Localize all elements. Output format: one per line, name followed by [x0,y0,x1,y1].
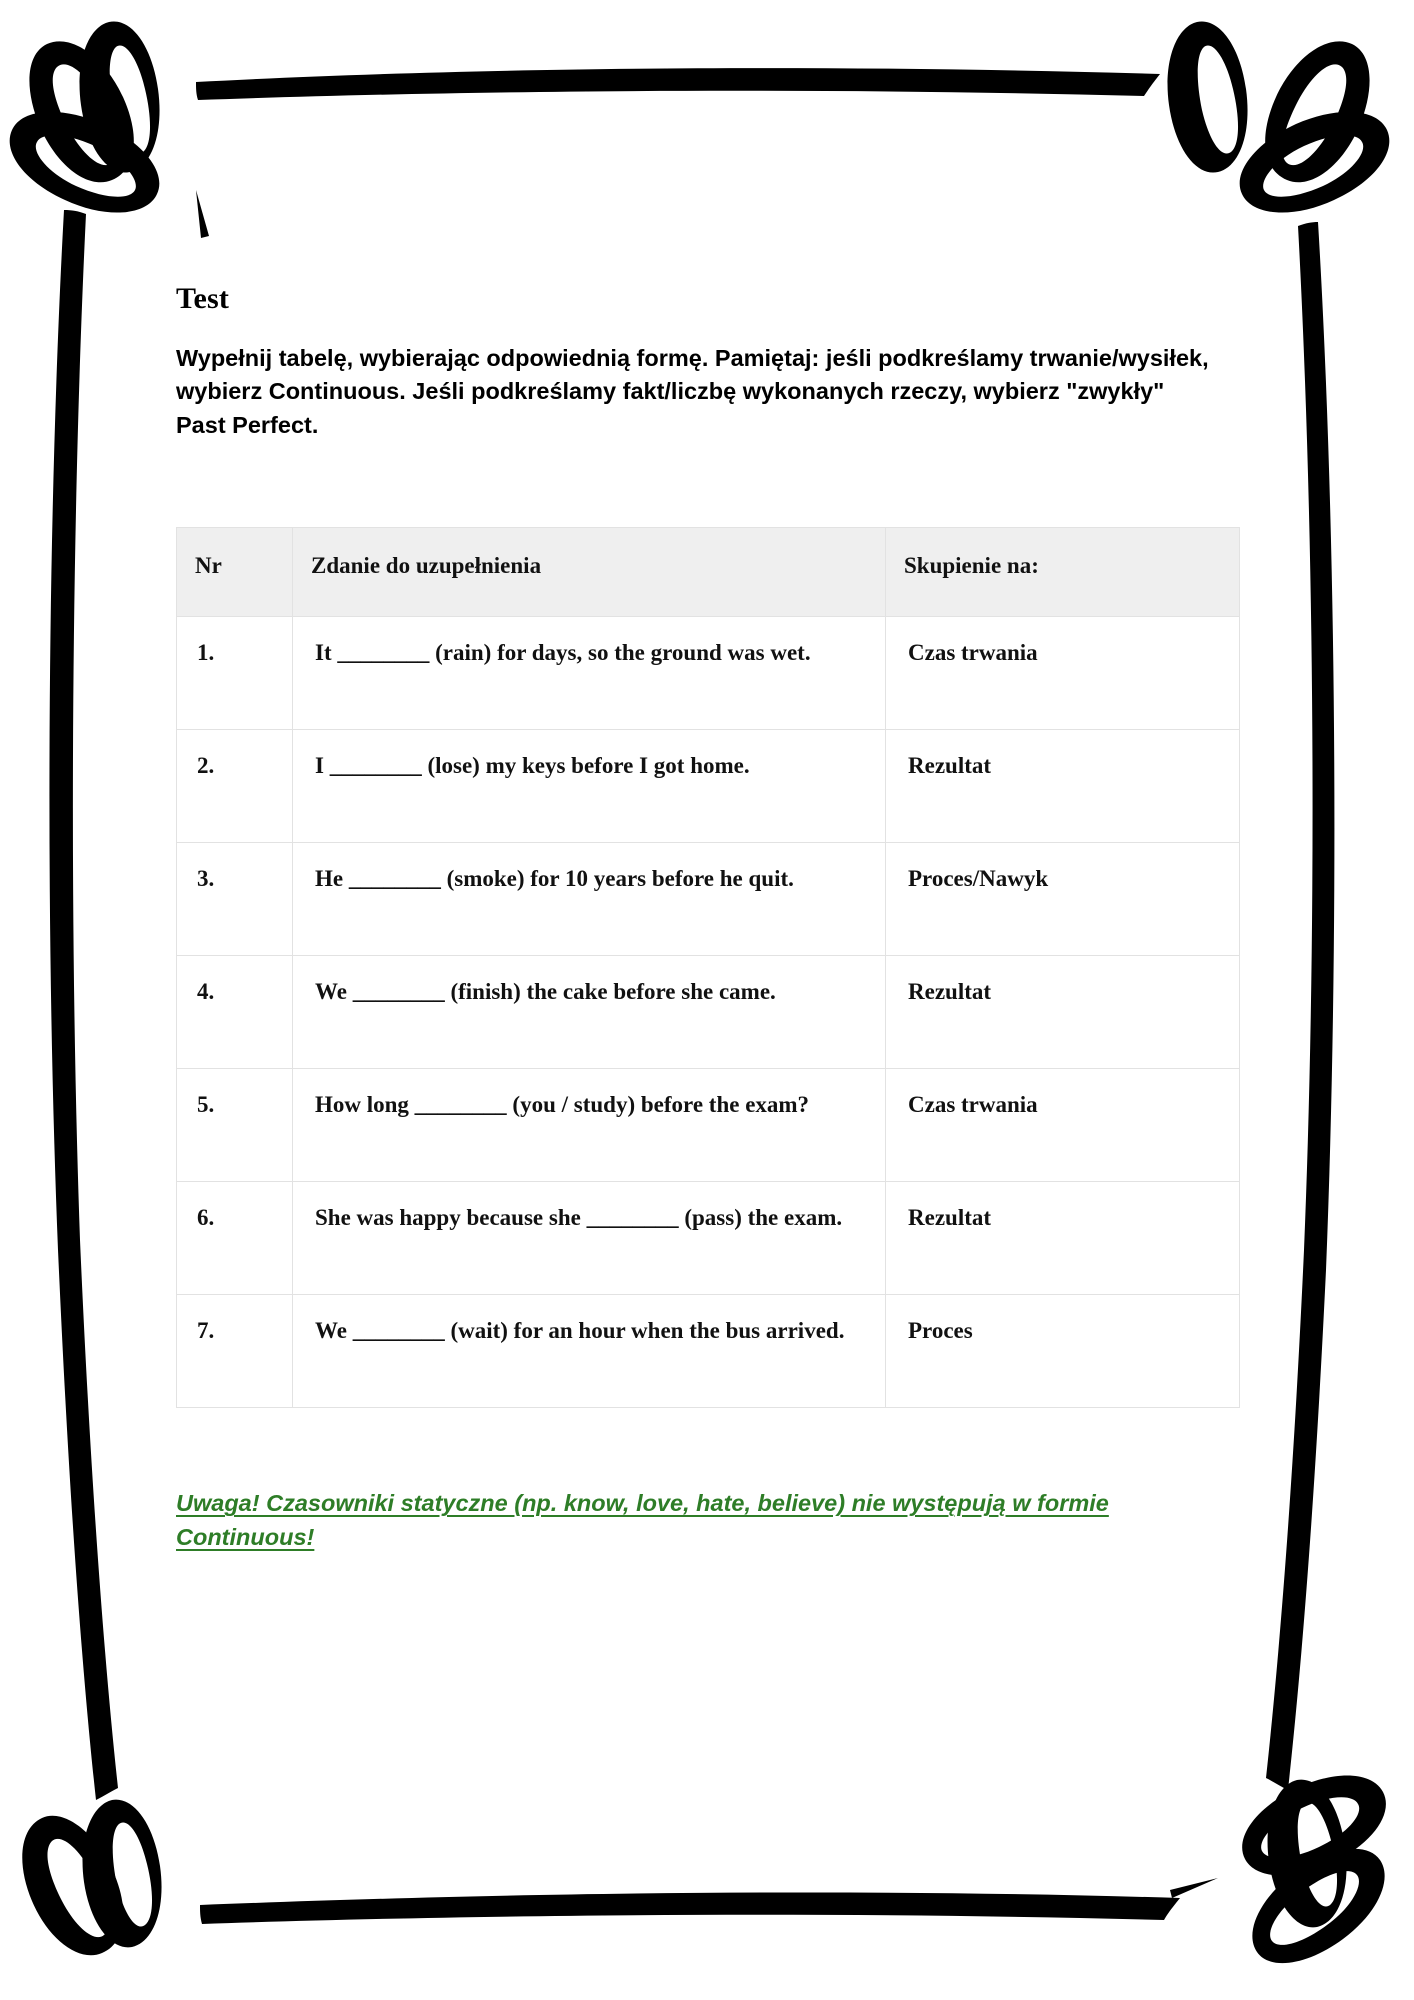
leaf-icon [1268,1780,1347,1928]
row-sentence: I ________ (lose) my keys before I got home. [293,730,886,843]
exercise-table [176,527,1240,1408]
row-sentence: It ________ (rain) for days, so the ground was wet. [293,617,886,730]
leaf-icon [80,21,160,172]
document-body [176,282,1248,1578]
table-row [177,1295,1240,1408]
exercise-table-container [176,527,1239,1408]
row-number: 5. [177,1069,293,1182]
row-number: 1. [177,617,293,730]
leaf-icon [10,112,160,213]
table-body [177,617,1240,1408]
leaf-icon [83,1800,162,1948]
row-focus: Czas trwania [886,1069,1240,1182]
table-header [177,528,1240,617]
leaf-icon [1252,1849,1384,1963]
row-sentence: How long ________ (you / study) before the exam? [293,1069,886,1182]
leaf-icon [1242,1775,1386,1875]
row-sentence: She was happy because she ________ (pass) the exam. [293,1182,886,1295]
row-sentence: We ________ (wait) for an hour when the bus arrived. [293,1295,886,1408]
leaf-icon [22,1816,123,1955]
border-tick [196,190,209,238]
warning-note: Uwaga! Czasowniki statyczne (np. know, love, hate, believe) nie występują w formie Continuous! [176,1490,1109,1551]
corner-leaves-top-left [10,21,160,212]
column-header-focus: Skupienie na: [886,528,1240,617]
column-header-sentence: Zdanie do uzupełnienia [293,528,886,617]
border-stroke-right [1266,222,1334,1790]
row-focus: Rezultat [886,1182,1240,1295]
leaf-icon [1168,21,1248,172]
border-stroke-top [196,68,1160,100]
table-row [177,730,1240,843]
instructions-paragraph: Wypełnij tabelę, wybierając odpowiednią formę. Pamiętaj: jeśli podkreślamy trwanie/wysiłek, wybierz Continuous. Jeśli podkreślamy fakt/liczbę wykonanych rzeczy, wybierz "zwykły" Past Perfect. [176,345,1209,438]
table-row [177,617,1240,730]
leaf-icon [29,41,133,182]
corner-leaves-bottom-right [1242,1775,1386,1963]
table-row [177,1182,1240,1295]
border-tick [1170,1878,1218,1898]
page-title: Test [176,282,230,315]
row-sentence: We ________ (finish) the cake before she came. [293,956,886,1069]
row-number: 7. [177,1295,293,1408]
row-focus: Rezultat [886,956,1240,1069]
row-focus: Proces/Nawyk [886,843,1240,956]
row-focus: Czas trwania [886,617,1240,730]
row-number: 6. [177,1182,293,1295]
row-number: 2. [177,730,293,843]
table-header-row [177,528,1240,617]
table-row [177,843,1240,956]
corner-leaves-top-right [1168,21,1390,212]
table-row [177,1069,1240,1182]
row-sentence: He ________ (smoke) for 10 years before he quit. [293,843,886,956]
leaf-icon [1240,112,1390,213]
border-stroke-bottom [200,1892,1180,1924]
row-number: 3. [177,843,293,956]
leaf-icon [1265,41,1369,182]
row-number: 4. [177,956,293,1069]
corner-leaves-bottom-left [22,1800,161,1956]
row-focus: Rezultat [886,730,1240,843]
table-row [177,956,1240,1069]
border-stroke-left [49,210,118,1800]
column-header-nr: Nr [177,528,293,617]
row-focus: Proces [886,1295,1240,1408]
